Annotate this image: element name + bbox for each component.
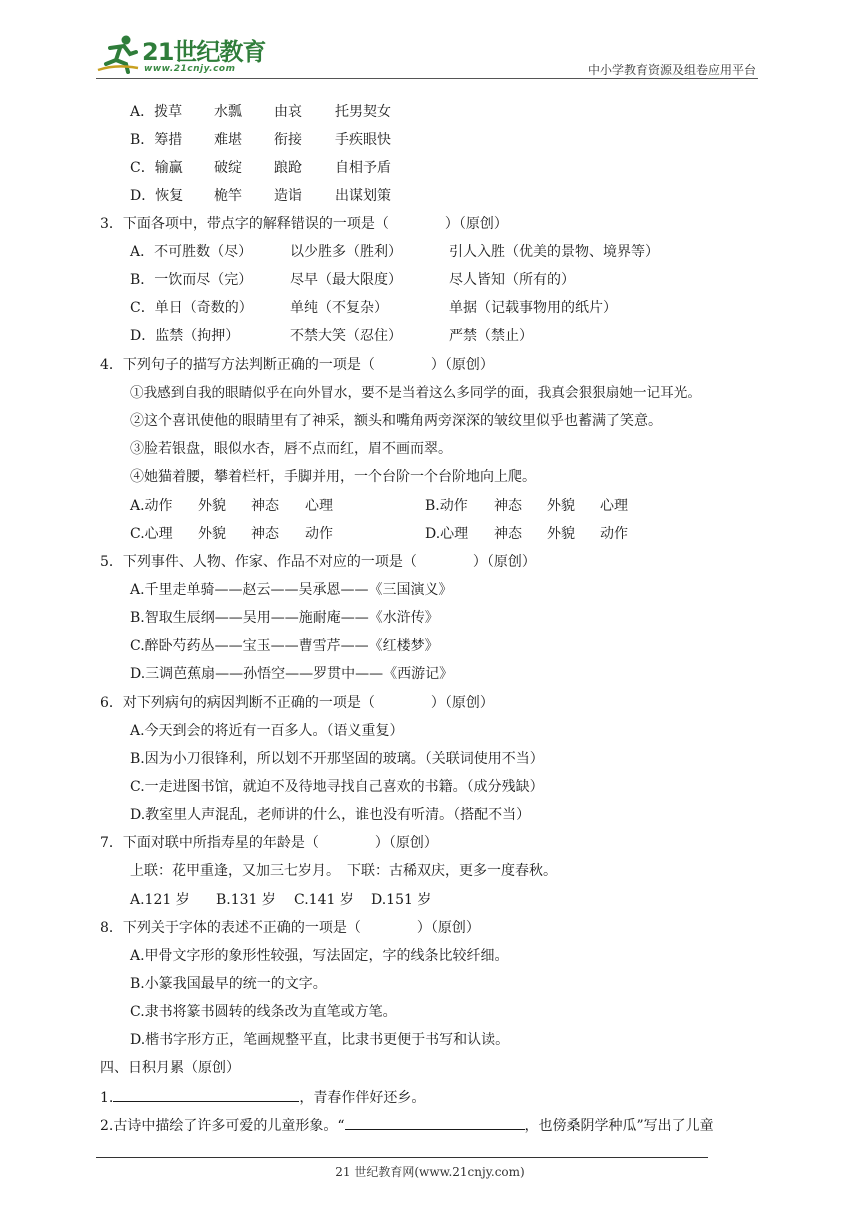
q2-option-b-1: B．筹措: [130, 132, 183, 148]
answer-blank-2[interactable]: [345, 1114, 525, 1130]
q4-option-c-2: 外貌: [198, 526, 226, 542]
q3-option-c-2: 单纯（不复杂）: [290, 300, 388, 316]
q6-option-a: A.今天到会的将近有一百多人。（语义重复）: [130, 723, 404, 739]
answer-blank-1[interactable]: [113, 1086, 299, 1102]
page-header: [0, 0, 860, 80]
q7-stem: 7．下面对联中所指寿星的年龄是（ ）（原创）: [100, 835, 438, 851]
q6-stem: 6．对下列病句的病因判断不正确的一项是（ ）（原创）: [100, 695, 494, 711]
q4-option-c-3: 神态: [251, 526, 279, 542]
q4-option-d-1: D.心理: [425, 526, 469, 542]
q3-option-d-3: 严禁（禁止）: [449, 328, 533, 344]
q7-couplet: 上联：花甲重逢，又加三七岁月。 下联：古稀双庆，更多一度春秋。: [130, 863, 557, 879]
q4-sentence-3: ③脸若银盘，眼似水杏，唇不点而红，眉不画而翠。: [130, 441, 452, 457]
q4-stem: 4．下列句子的描写方法判断正确的一项是（ ）（原创）: [100, 357, 494, 373]
q2-option-d-3: 造诣: [274, 188, 302, 204]
q4-option-c-4: 动作: [305, 526, 333, 542]
q2-option-c-3: 踉跄: [274, 160, 302, 176]
q4-option-a-2: 外貌: [198, 498, 226, 514]
q7-option-c: C.141 岁: [294, 892, 354, 908]
q2-option-c-2: 破绽: [214, 160, 242, 176]
q3-option-c-1: C．单日（奇数的）: [130, 300, 253, 316]
q3-option-b-3: 尽人皆知（所有的）: [449, 272, 575, 288]
q4-sentence-4: ④她猫着腰，攀着栏杆，手脚并用，一个台阶一个台阶地向上爬。: [130, 469, 536, 485]
q4-sentence-1: ①我感到自我的眼睛似乎在向外冒水，要不是当着这么多同学的面，我真会狠狠扇她一记耳光。: [130, 385, 701, 401]
q2-option-a-2: 水瓢: [214, 104, 242, 120]
logo-url: www.21cnjy.com: [144, 64, 236, 74]
q2-option-b-3: 衔接: [274, 132, 302, 148]
q2-option-a-4: 托男契女: [335, 104, 391, 120]
q5-option-b: B.智取生辰纲——吴用——施耐庵——《水浒传》: [130, 610, 439, 626]
q4-sentence-2: ②这个喜讯使他的眼睛里有了神采，额头和嘴角两旁深深的皱纹里似乎也蓄满了笑意。: [130, 413, 662, 429]
q8-option-a: A.甲骨文字形的象形性较强，写法固定，字的线条比较纤细。: [130, 948, 509, 964]
q2-option-d-1: D．恢复: [130, 188, 184, 204]
q4-option-a-4: 心理: [305, 498, 333, 514]
footer-divider: [96, 1157, 708, 1158]
q3-option-c-3: 单据（记载事物用的纸片）: [449, 300, 617, 316]
q3-option-a-2: 以少胜多（胜利）: [290, 244, 402, 260]
q4-option-b-3: 外貌: [547, 498, 575, 514]
q3-option-a-3: 引人入胜（优美的景物、境界等）: [449, 244, 659, 260]
q2-option-d-4: 出谋划策: [335, 188, 391, 204]
q5-stem: 5．下列事件、人物、作家、作品不对应的一项是（ ）（原创）: [100, 554, 536, 570]
q3-option-d-1: D．监禁（拘押）: [130, 328, 240, 344]
q4-option-a-1: A.动作: [130, 498, 173, 514]
q2-option-c-1: C．输赢: [130, 160, 183, 176]
page-footer: 21 世纪教育网(www.21cnjy.com): [335, 1165, 525, 1179]
q3-option-a-1: A．不可胜数（尽）: [130, 244, 253, 260]
fill-blank-2-prefix: 2.古诗中描绘了许多可爱的儿童形象。“: [100, 1118, 345, 1134]
q5-option-d: D.三调芭蕉扇——孙悟空——罗贯中——《西游记》: [130, 666, 454, 682]
q6-option-d: D.教室里人声混乱，老师讲的什么，谁也没有听清。（搭配不当）: [130, 807, 531, 823]
q8-stem: 8．下列关于字体的表述不正确的一项是（ ）（原创）: [100, 920, 480, 936]
q5-option-a: A.千里走单骑——赵云——吴承恩——《三国演义》: [130, 582, 453, 598]
fill-blank-2-suffix: ，也傍桑阴学种瓜”写出了儿童: [524, 1118, 714, 1134]
fill-blank-2: [100, 1114, 714, 1136]
q3-option-b-1: B．一饮而尽（完）: [130, 272, 253, 288]
platform-title: 中小学教育资源及组卷应用平台: [587, 63, 756, 77]
q2-option-b-4: 手疾眼快: [335, 132, 391, 148]
q7-option-a: A.121 岁: [130, 892, 190, 908]
q4-option-b-1: B.动作: [425, 498, 468, 514]
q8-option-d: D.楷书字形方正，笔画规整平直，比隶书更便于书写和认读。: [130, 1032, 510, 1048]
q8-option-b: B.小篆我国最早的统一的文字。: [130, 976, 327, 992]
q4-option-d-3: 外貌: [547, 526, 575, 542]
q7-option-b: B.131 岁: [216, 892, 276, 908]
q4-option-d-2: 神态: [494, 526, 522, 542]
q6-option-b: B.因为小刀很锋利，所以划不开那坚固的玻璃。（关联词使用不当）: [130, 751, 544, 767]
q2-option-a-1: A．拨草: [130, 104, 183, 120]
fill-blank-1: [100, 1086, 425, 1108]
logo: [96, 30, 266, 80]
q8-option-c: C.隶书将篆书圆转的线条改为直笔或方笔。: [130, 1004, 397, 1020]
q4-option-a-3: 神态: [251, 498, 279, 514]
logo-text: 21世纪教育: [142, 38, 266, 66]
fill-blank-1-prefix: 1.: [100, 1090, 114, 1106]
q2-option-d-2: 桅竿: [214, 188, 242, 204]
q6-option-c: C.一走进图书馆，就迫不及待地寻找自己喜欢的书籍。（成分残缺）: [130, 779, 544, 795]
q4-option-b-4: 心理: [600, 498, 628, 514]
q2-option-a-3: 由哀: [274, 104, 302, 120]
q7-option-d: D.151 岁: [371, 892, 432, 908]
q3-option-d-2: 不禁大笑（忍住）: [290, 328, 402, 344]
header-divider: [96, 78, 758, 79]
q4-option-b-2: 神态: [494, 498, 522, 514]
q5-option-c: C.醉卧芍药丛——宝玉——曹雪芹——《红楼梦》: [130, 638, 439, 654]
q3-stem: 3．下面各项中，带点字的解释错误的一项是（ ）（原创）: [100, 216, 508, 232]
fill-blank-1-suffix: ，青春作伴好还乡。: [299, 1090, 426, 1106]
running-figure-icon: [96, 34, 140, 74]
q4-option-d-4: 动作: [600, 526, 628, 542]
q4-option-c-1: C.心理: [130, 526, 173, 542]
section-4-title: 四、日积月累（原创）: [100, 1060, 240, 1076]
q3-option-b-2: 尽早（最大限度）: [290, 272, 402, 288]
q2-option-c-4: 自相予盾: [335, 160, 391, 176]
q2-option-b-2: 难堪: [214, 132, 242, 148]
